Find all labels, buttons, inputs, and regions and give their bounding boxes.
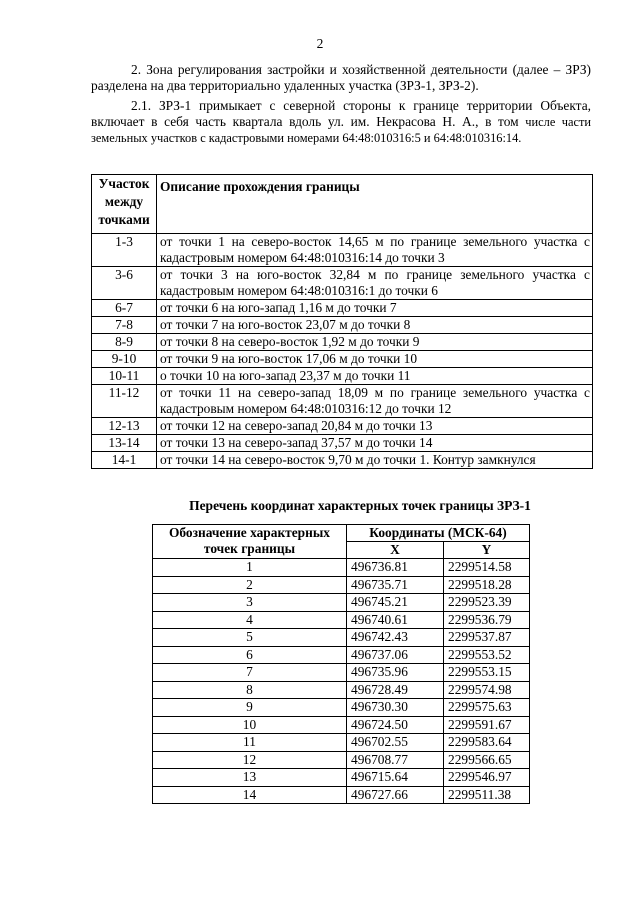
boundary-description: от точки 13 на северо-запад 37,57 м до точки 14 bbox=[157, 435, 593, 452]
boundary-table-body bbox=[92, 234, 593, 469]
coordinate-row bbox=[153, 629, 530, 647]
boundary-description: от точки 8 на северо-восток 1,92 м до точки 9 bbox=[157, 334, 593, 351]
coordinate-y: 2299514.58 bbox=[444, 559, 530, 577]
coordinates-table bbox=[152, 524, 530, 804]
coordinate-row bbox=[153, 751, 530, 769]
coordinate-row bbox=[153, 576, 530, 594]
boundary-description-table bbox=[91, 174, 593, 469]
coordinate-y: 2299536.79 bbox=[444, 611, 530, 629]
boundary-row bbox=[92, 267, 593, 300]
boundary-row bbox=[92, 317, 593, 334]
point-label: 8 bbox=[153, 681, 347, 699]
coordinate-row bbox=[153, 594, 530, 612]
coordinate-row bbox=[153, 681, 530, 699]
coordinate-x: 496724.50 bbox=[347, 716, 444, 734]
coordinate-row bbox=[153, 611, 530, 629]
coordinates-header-row-1 bbox=[153, 525, 530, 542]
boundary-segment: 14-1 bbox=[92, 452, 157, 469]
point-label: 2 bbox=[153, 576, 347, 594]
paragraph-zrz1-main: 2.1. ЗРЗ-1 примыкает с северной стороны к границе территории Объекта, включает в себя часть квартала вдоль ул. им. Некрасова Н. А., в том bbox=[91, 98, 591, 129]
header-y: Y bbox=[444, 542, 530, 559]
boundary-row bbox=[92, 385, 593, 418]
coordinate-row bbox=[153, 646, 530, 664]
boundary-description: от точки 6 на юго-запад 1,16 м до точки 7 bbox=[157, 300, 593, 317]
point-label: 1 bbox=[153, 559, 347, 577]
boundary-segment: 8-9 bbox=[92, 334, 157, 351]
coordinate-row bbox=[153, 716, 530, 734]
boundary-segment: 9-10 bbox=[92, 351, 157, 368]
coordinate-y: 2299511.38 bbox=[444, 786, 530, 804]
boundary-description: от точки 14 на северо-восток 9,70 м до точки 1. Контур замкнулся bbox=[157, 452, 593, 469]
coordinate-x: 496702.55 bbox=[347, 734, 444, 752]
coordinate-y: 2299553.52 bbox=[444, 646, 530, 664]
coordinate-y: 2299591.67 bbox=[444, 716, 530, 734]
paragraph-zrz-intro: 2. Зона регулирования застройки и хозяйственной деятельности (далее – ЗРЗ) разделена на два территориально удаленных участка (ЗРЗ-1, ЗРЗ-2). bbox=[91, 62, 591, 93]
coordinate-y: 2299523.39 bbox=[444, 594, 530, 612]
paragraph-zrz1-tail: числе части земельных участков с кадастровыми номерами 64:48:010316:5 и 64:48:010316:14. bbox=[91, 114, 591, 145]
boundary-description: от точки 1 на северо-восток 14,65 м по границе земельного участка с кадастровым номером 64:48:010316:14 до точки 3 bbox=[157, 234, 593, 267]
coordinate-y: 2299553.15 bbox=[444, 664, 530, 682]
boundary-row bbox=[92, 452, 593, 469]
point-label: 9 bbox=[153, 699, 347, 717]
header-coords: Координаты (МСК-64) bbox=[347, 525, 530, 542]
boundary-row bbox=[92, 418, 593, 435]
coordinate-y: 2299566.65 bbox=[444, 751, 530, 769]
boundary-description: от точки 12 на северо-запад 20,84 м до точки 13 bbox=[157, 418, 593, 435]
boundary-description: от точки 9 на юго-восток 17,06 м до точки 10 bbox=[157, 351, 593, 368]
coordinate-x: 496715.64 bbox=[347, 769, 444, 787]
point-label: 4 bbox=[153, 611, 347, 629]
paragraph-zrz1-description bbox=[91, 98, 591, 147]
header-segment: Участок между точками bbox=[92, 175, 157, 234]
point-label: 12 bbox=[153, 751, 347, 769]
header-points: Обозначение характерных точек границы bbox=[153, 525, 347, 559]
boundary-row bbox=[92, 351, 593, 368]
coordinate-x: 496745.21 bbox=[347, 594, 444, 612]
boundary-segment: 10-11 bbox=[92, 368, 157, 385]
coordinate-x: 496735.71 bbox=[347, 576, 444, 594]
coordinate-row bbox=[153, 786, 530, 804]
boundary-description: от точки 3 на юго-восток 32,84 м по границе земельного участка с кадастровым номером 64:48:010316:1 до точки 6 bbox=[157, 267, 593, 300]
boundary-segment: 11-12 bbox=[92, 385, 157, 418]
coordinate-y: 2299537.87 bbox=[444, 629, 530, 647]
coordinate-x: 496742.43 bbox=[347, 629, 444, 647]
coordinate-row bbox=[153, 699, 530, 717]
point-label: 7 bbox=[153, 664, 347, 682]
point-label: 3 bbox=[153, 594, 347, 612]
boundary-row bbox=[92, 435, 593, 452]
coordinate-x: 496735.96 bbox=[347, 664, 444, 682]
header-x: X bbox=[347, 542, 444, 559]
coordinate-x: 496737.06 bbox=[347, 646, 444, 664]
boundary-description: от точки 7 на юго-восток 23,07 м до точки 8 bbox=[157, 317, 593, 334]
boundary-segment: 6-7 bbox=[92, 300, 157, 317]
coordinate-y: 2299583.64 bbox=[444, 734, 530, 752]
coordinate-x: 496727.66 bbox=[347, 786, 444, 804]
boundary-segment: 3-6 bbox=[92, 267, 157, 300]
boundary-segment: 12-13 bbox=[92, 418, 157, 435]
boundary-row bbox=[92, 368, 593, 385]
coordinate-y: 2299574.98 bbox=[444, 681, 530, 699]
point-label: 11 bbox=[153, 734, 347, 752]
boundary-description: о точки 10 на юго-запад 23,37 м до точки 11 bbox=[157, 368, 593, 385]
boundary-segment: 13-14 bbox=[92, 435, 157, 452]
boundary-row bbox=[92, 234, 593, 267]
coordinate-row bbox=[153, 664, 530, 682]
point-label: 6 bbox=[153, 646, 347, 664]
coordinate-x: 496736.81 bbox=[347, 559, 444, 577]
page-number: 2 bbox=[316, 36, 324, 51]
boundary-segment: 7-8 bbox=[92, 317, 157, 334]
point-label: 10 bbox=[153, 716, 347, 734]
point-label: 14 bbox=[153, 786, 347, 804]
coordinate-y: 2299546.97 bbox=[444, 769, 530, 787]
boundary-table-header bbox=[92, 175, 593, 234]
coordinate-y: 2299518.28 bbox=[444, 576, 530, 594]
coordinates-title: Перечень координат характерных точек границы ЗРЗ-1 bbox=[189, 498, 531, 513]
boundary-segment: 1-3 bbox=[92, 234, 157, 267]
point-label: 13 bbox=[153, 769, 347, 787]
boundary-row bbox=[92, 300, 593, 317]
coordinate-x: 496728.49 bbox=[347, 681, 444, 699]
coordinate-x: 496708.77 bbox=[347, 751, 444, 769]
coordinate-row bbox=[153, 734, 530, 752]
coordinate-x: 496730.30 bbox=[347, 699, 444, 717]
coordinate-y: 2299575.63 bbox=[444, 699, 530, 717]
coordinate-x: 496740.61 bbox=[347, 611, 444, 629]
boundary-row bbox=[92, 334, 593, 351]
boundary-description: от точки 11 на северо-запад 18,09 м по границе земельного участка с кадастровым номером 64:48:010316:12 до точки 12 bbox=[157, 385, 593, 418]
coordinates-table-body bbox=[153, 559, 530, 804]
coordinate-row bbox=[153, 559, 530, 577]
point-label: 5 bbox=[153, 629, 347, 647]
header-description: Описание прохождения границы bbox=[157, 175, 593, 234]
coordinate-row bbox=[153, 769, 530, 787]
